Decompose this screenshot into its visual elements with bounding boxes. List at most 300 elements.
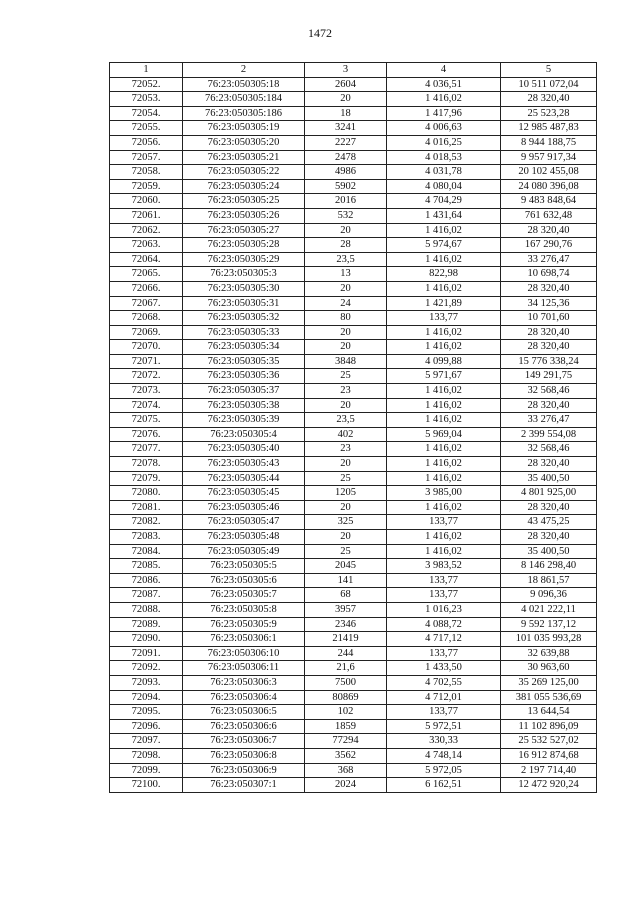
row-number-cell: 72098. [110,748,183,763]
area-cell: 77294 [305,734,387,749]
rate-cell: 4 080,04 [387,179,501,194]
table-row [110,457,597,472]
table-row [110,748,597,763]
cadastral-table [109,62,597,793]
row-number-cell: 72071. [110,354,183,369]
value-cell: 167 290,76 [501,238,597,253]
area-cell: 368 [305,763,387,778]
table-row [110,369,597,384]
area-cell: 25 [305,369,387,384]
area-cell: 3241 [305,121,387,136]
row-number-cell: 72094. [110,690,183,705]
table-row [110,705,597,720]
rate-cell: 133,77 [387,588,501,603]
table-row [110,296,597,311]
row-number-cell: 72086. [110,573,183,588]
cadastral-number-cell: 76:23:050305:7 [183,588,305,603]
cadastral-number-cell: 76:23:050305:31 [183,296,305,311]
rate-cell: 1 416,02 [387,457,501,472]
row-number-cell: 72060. [110,194,183,209]
rate-cell: 1 416,02 [387,442,501,457]
table-row [110,471,597,486]
row-number-cell: 72054. [110,106,183,121]
rate-cell: 133,77 [387,515,501,530]
cadastral-number-cell: 76:23:050305:5 [183,559,305,574]
cadastral-number-cell: 76:23:050305:24 [183,179,305,194]
row-number-cell: 72076. [110,427,183,442]
rate-cell: 133,77 [387,573,501,588]
row-number-cell: 72079. [110,471,183,486]
value-cell: 15 776 338,24 [501,354,597,369]
area-cell: 402 [305,427,387,442]
cadastral-number-cell: 76:23:050305:19 [183,121,305,136]
cadastral-number-cell: 76:23:050305:43 [183,457,305,472]
row-number-cell: 72099. [110,763,183,778]
row-number-cell: 72053. [110,92,183,107]
rate-cell: 133,77 [387,646,501,661]
row-number-cell: 72072. [110,369,183,384]
area-cell: 2478 [305,150,387,165]
table-row [110,223,597,238]
value-cell: 12 472 920,24 [501,778,597,793]
table-row [110,354,597,369]
area-cell: 24 [305,296,387,311]
cadastral-number-cell: 76:23:050305:46 [183,500,305,515]
area-cell: 20 [305,500,387,515]
area-cell: 7500 [305,675,387,690]
table-row [110,515,597,530]
rate-cell: 5 974,67 [387,238,501,253]
cadastral-number-cell: 76:23:050305:40 [183,442,305,457]
area-cell: 20 [305,340,387,355]
row-number-cell: 72075. [110,413,183,428]
value-cell: 28 320,40 [501,223,597,238]
table-row [110,165,597,180]
cadastral-number-cell: 76:23:050306:11 [183,661,305,676]
row-number-cell: 72063. [110,238,183,253]
value-cell: 9 096,36 [501,588,597,603]
row-number-cell: 72074. [110,398,183,413]
row-number-cell: 72084. [110,544,183,559]
table-row [110,325,597,340]
area-cell: 23 [305,442,387,457]
value-cell: 32 568,46 [501,442,597,457]
value-cell: 28 320,40 [501,325,597,340]
rate-cell: 5 971,67 [387,369,501,384]
cadastral-number-cell: 76:23:050305:27 [183,223,305,238]
table-header-row [110,63,597,78]
rate-cell: 4 748,14 [387,748,501,763]
value-cell: 8 944 188,75 [501,135,597,150]
row-number-cell: 72090. [110,632,183,647]
area-cell: 141 [305,573,387,588]
table-row [110,573,597,588]
value-cell: 28 320,40 [501,281,597,296]
area-cell: 21419 [305,632,387,647]
value-cell: 24 080 396,08 [501,179,597,194]
table-row [110,311,597,326]
cadastral-number-cell: 76:23:050305:39 [183,413,305,428]
value-cell: 35 269 125,00 [501,675,597,690]
cadastral-number-cell: 76:23:050306:10 [183,646,305,661]
rate-cell: 1 416,02 [387,325,501,340]
rate-cell: 5 969,04 [387,427,501,442]
row-number-cell: 72092. [110,661,183,676]
cadastral-number-cell: 76:23:050306:1 [183,632,305,647]
value-cell: 18 861,57 [501,573,597,588]
cadastral-number-cell: 76:23:050305:28 [183,238,305,253]
value-cell: 149 291,75 [501,369,597,384]
area-cell: 18 [305,106,387,121]
value-cell: 16 912 874,68 [501,748,597,763]
area-cell: 20 [305,530,387,545]
rate-cell: 1 433,50 [387,661,501,676]
cadastral-number-cell: 76:23:050305:184 [183,92,305,107]
table-row [110,340,597,355]
area-cell: 20 [305,281,387,296]
table-row [110,442,597,457]
row-number-cell: 72100. [110,778,183,793]
rate-cell: 330,33 [387,734,501,749]
area-cell: 5902 [305,179,387,194]
value-cell: 10 511 072,04 [501,77,597,92]
table-row [110,646,597,661]
value-cell: 8 146 298,40 [501,559,597,574]
row-number-cell: 72093. [110,675,183,690]
row-number-cell: 72068. [110,311,183,326]
area-cell: 25 [305,544,387,559]
cadastral-number-cell: 76:23:050305:30 [183,281,305,296]
rate-cell: 822,98 [387,267,501,282]
value-cell: 28 320,40 [501,457,597,472]
table-row [110,384,597,399]
value-cell: 33 276,47 [501,252,597,267]
row-number-cell: 72056. [110,135,183,150]
value-cell: 35 400,50 [501,544,597,559]
row-number-cell: 72082. [110,515,183,530]
cadastral-number-cell: 76:23:050306:7 [183,734,305,749]
value-cell: 30 963,60 [501,661,597,676]
table-row [110,617,597,632]
table-row [110,588,597,603]
area-cell: 23,5 [305,413,387,428]
table-row [110,530,597,545]
area-cell: 4986 [305,165,387,180]
header-col-4: 4 [387,63,501,78]
value-cell: 25 523,28 [501,106,597,121]
table-row [110,92,597,107]
area-cell: 2024 [305,778,387,793]
row-number-cell: 72087. [110,588,183,603]
value-cell: 32 639,88 [501,646,597,661]
rate-cell: 1 016,23 [387,602,501,617]
row-number-cell: 72091. [110,646,183,661]
cadastral-number-cell: 76:23:050305:38 [183,398,305,413]
value-cell: 35 400,50 [501,471,597,486]
header-col-2: 2 [183,63,305,78]
cadastral-number-cell: 76:23:050306:6 [183,719,305,734]
rate-cell: 4 018,53 [387,150,501,165]
area-cell: 2227 [305,135,387,150]
table-row [110,135,597,150]
table-row [110,208,597,223]
cadastral-number-cell: 76:23:050305:45 [183,486,305,501]
rate-cell: 1 416,02 [387,530,501,545]
value-cell: 9 592 137,12 [501,617,597,632]
header-col-1: 1 [110,63,183,78]
area-cell: 20 [305,398,387,413]
row-number-cell: 72083. [110,530,183,545]
cadastral-number-cell: 76:23:050305:20 [183,135,305,150]
value-cell: 10 701,60 [501,311,597,326]
area-cell: 28 [305,238,387,253]
table-row [110,675,597,690]
cadastral-number-cell: 76:23:050305:186 [183,106,305,121]
header-col-3: 3 [305,63,387,78]
area-cell: 2346 [305,617,387,632]
rate-cell: 133,77 [387,311,501,326]
area-cell: 20 [305,92,387,107]
rate-cell: 1 416,02 [387,223,501,238]
cadastral-number-cell: 76:23:050307:1 [183,778,305,793]
rate-cell: 4 006,63 [387,121,501,136]
area-cell: 3848 [305,354,387,369]
table-row [110,690,597,705]
table-row [110,734,597,749]
table-row [110,77,597,92]
row-number-cell: 72058. [110,165,183,180]
row-number-cell: 72065. [110,267,183,282]
value-cell: 43 475,25 [501,515,597,530]
row-number-cell: 72078. [110,457,183,472]
rate-cell: 1 416,02 [387,398,501,413]
row-number-cell: 72062. [110,223,183,238]
table-row [110,281,597,296]
area-cell: 20 [305,325,387,340]
table-row [110,121,597,136]
cadastral-number-cell: 76:23:050305:34 [183,340,305,355]
area-cell: 325 [305,515,387,530]
value-cell: 11 102 896,09 [501,719,597,734]
cadastral-number-cell: 76:23:050305:21 [183,150,305,165]
value-cell: 28 320,40 [501,500,597,515]
cadastral-number-cell: 76:23:050306:5 [183,705,305,720]
value-cell: 32 568,46 [501,384,597,399]
rate-cell: 1 431,64 [387,208,501,223]
cadastral-number-cell: 76:23:050305:33 [183,325,305,340]
cadastral-number-cell: 76:23:050305:29 [183,252,305,267]
cadastral-number-cell: 76:23:050305:48 [183,530,305,545]
cadastral-number-cell: 76:23:050305:32 [183,311,305,326]
table-row [110,398,597,413]
cadastral-number-cell: 76:23:050305:26 [183,208,305,223]
rate-cell: 4 016,25 [387,135,501,150]
table-row [110,602,597,617]
cadastral-number-cell: 76:23:050305:44 [183,471,305,486]
table-row [110,150,597,165]
table-row [110,632,597,647]
table-body [110,77,597,792]
row-number-cell: 72069. [110,325,183,340]
row-number-cell: 72070. [110,340,183,355]
rate-cell: 4 099,88 [387,354,501,369]
row-number-cell: 72088. [110,602,183,617]
cadastral-number-cell: 76:23:050305:6 [183,573,305,588]
cadastral-number-cell: 76:23:050305:36 [183,369,305,384]
table-row [110,661,597,676]
area-cell: 13 [305,267,387,282]
area-cell: 23 [305,384,387,399]
row-number-cell: 72052. [110,77,183,92]
table-row [110,413,597,428]
table-row [110,106,597,121]
rate-cell: 133,77 [387,705,501,720]
area-cell: 3562 [305,748,387,763]
rate-cell: 6 162,51 [387,778,501,793]
cadastral-number-cell: 76:23:050305:49 [183,544,305,559]
row-number-cell: 72067. [110,296,183,311]
rate-cell: 4 036,51 [387,77,501,92]
value-cell: 33 276,47 [501,413,597,428]
value-cell: 101 035 993,28 [501,632,597,647]
area-cell: 2604 [305,77,387,92]
table-row [110,179,597,194]
cadastral-number-cell: 76:23:050305:4 [183,427,305,442]
value-cell: 381 055 536,69 [501,690,597,705]
value-cell: 10 698,74 [501,267,597,282]
table-row [110,763,597,778]
cadastral-number-cell: 76:23:050305:18 [183,77,305,92]
table-row [110,194,597,209]
value-cell: 2 399 554,08 [501,427,597,442]
value-cell: 9 957 917,34 [501,150,597,165]
rate-cell: 3 985,00 [387,486,501,501]
area-cell: 532 [305,208,387,223]
rate-cell: 1 416,02 [387,92,501,107]
cadastral-number-cell: 76:23:050305:22 [183,165,305,180]
row-number-cell: 72089. [110,617,183,632]
cadastral-number-cell: 76:23:050306:3 [183,675,305,690]
area-cell: 80869 [305,690,387,705]
row-number-cell: 72061. [110,208,183,223]
row-number-cell: 72085. [110,559,183,574]
rate-cell: 1 416,02 [387,252,501,267]
rate-cell: 4 717,12 [387,632,501,647]
rate-cell: 4 704,29 [387,194,501,209]
cadastral-number-cell: 76:23:050305:8 [183,602,305,617]
cadastral-number-cell: 76:23:050305:37 [183,384,305,399]
row-number-cell: 72066. [110,281,183,296]
table-row [110,252,597,267]
table-row [110,559,597,574]
area-cell: 23,5 [305,252,387,267]
rate-cell: 4 088,72 [387,617,501,632]
rate-cell: 1 416,02 [387,281,501,296]
row-number-cell: 72073. [110,384,183,399]
rate-cell: 1 416,02 [387,544,501,559]
value-cell: 28 320,40 [501,398,597,413]
table-row [110,267,597,282]
value-cell: 761 632,48 [501,208,597,223]
cadastral-number-cell: 76:23:050306:9 [183,763,305,778]
table-row [110,500,597,515]
cadastral-number-cell: 76:23:050306:8 [183,748,305,763]
cadastral-number-cell: 76:23:050305:35 [183,354,305,369]
value-cell: 28 320,40 [501,92,597,107]
area-cell: 21,6 [305,661,387,676]
value-cell: 4 801 925,00 [501,486,597,501]
cadastral-number-cell: 76:23:050305:47 [183,515,305,530]
value-cell: 13 644,54 [501,705,597,720]
rate-cell: 1 416,02 [387,384,501,399]
row-number-cell: 72096. [110,719,183,734]
area-cell: 3957 [305,602,387,617]
area-cell: 25 [305,471,387,486]
area-cell: 244 [305,646,387,661]
value-cell: 12 985 487,83 [501,121,597,136]
area-cell: 20 [305,457,387,472]
cadastral-number-cell: 76:23:050305:9 [183,617,305,632]
table-row [110,238,597,253]
table-row [110,427,597,442]
rate-cell: 3 983,52 [387,559,501,574]
row-number-cell: 72080. [110,486,183,501]
row-number-cell: 72097. [110,734,183,749]
value-cell: 25 532 527,02 [501,734,597,749]
area-cell: 68 [305,588,387,603]
value-cell: 4 021 222,11 [501,602,597,617]
cadastral-number-cell: 76:23:050306:4 [183,690,305,705]
row-number-cell: 72057. [110,150,183,165]
area-cell: 1205 [305,486,387,501]
rate-cell: 4 712,01 [387,690,501,705]
rate-cell: 1 416,02 [387,340,501,355]
cadastral-number-cell: 76:23:050305:25 [183,194,305,209]
row-number-cell: 72095. [110,705,183,720]
rate-cell: 1 416,02 [387,500,501,515]
page-number: 1472 [308,26,332,40]
value-cell: 34 125,36 [501,296,597,311]
table-row [110,486,597,501]
table-row [110,544,597,559]
area-cell: 2045 [305,559,387,574]
rate-cell: 1 416,02 [387,471,501,486]
row-number-cell: 72081. [110,500,183,515]
rate-cell: 4 702,55 [387,675,501,690]
value-cell: 9 483 848,64 [501,194,597,209]
rate-cell: 1 416,02 [387,413,501,428]
row-number-cell: 72064. [110,252,183,267]
header-col-5: 5 [501,63,597,78]
value-cell: 2 197 714,40 [501,763,597,778]
cadastral-number-cell: 76:23:050305:3 [183,267,305,282]
row-number-cell: 72059. [110,179,183,194]
area-cell: 20 [305,223,387,238]
rate-cell: 5 972,51 [387,719,501,734]
table-row [110,778,597,793]
rate-cell: 1 417,96 [387,106,501,121]
value-cell: 20 102 455,08 [501,165,597,180]
rate-cell: 1 421,89 [387,296,501,311]
rate-cell: 5 972,05 [387,763,501,778]
row-number-cell: 72055. [110,121,183,136]
value-cell: 28 320,40 [501,340,597,355]
rate-cell: 4 031,78 [387,165,501,180]
area-cell: 102 [305,705,387,720]
area-cell: 1859 [305,719,387,734]
area-cell: 2016 [305,194,387,209]
table-row [110,719,597,734]
